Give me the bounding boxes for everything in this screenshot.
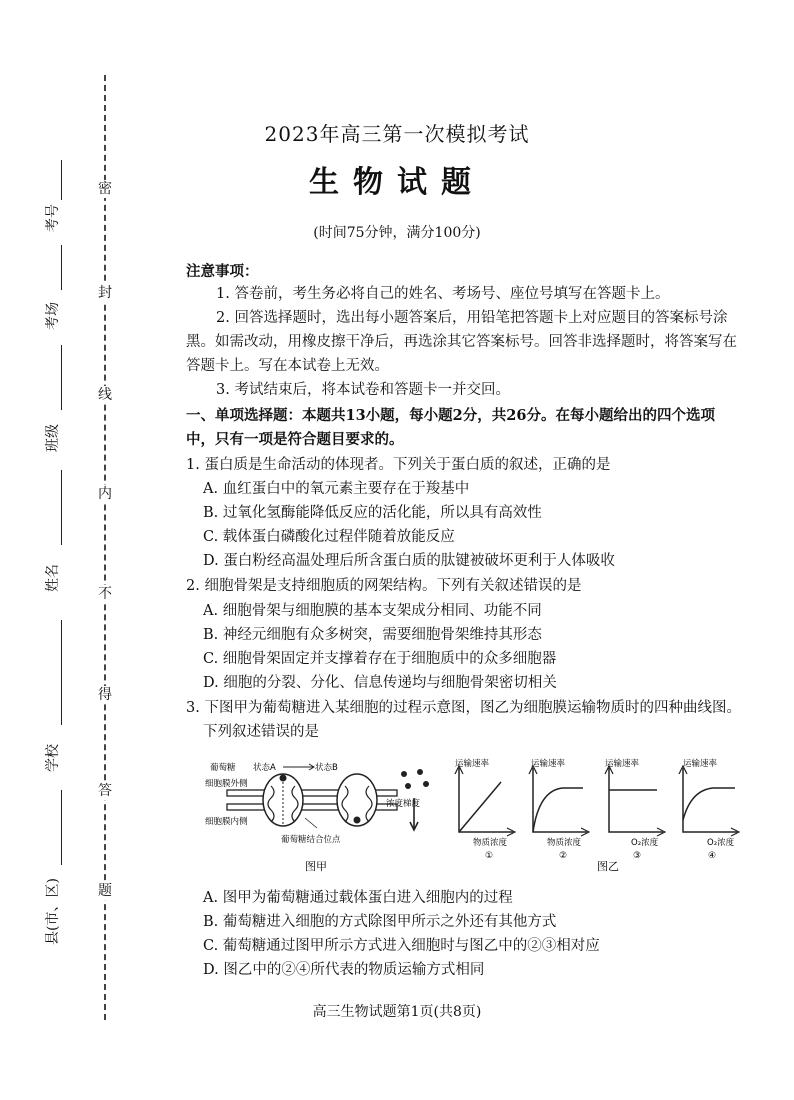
seal-char: 密 — [98, 181, 112, 197]
chart-2 — [529, 758, 589, 861]
question-stem: 3. 下图甲为葡萄糖进入某细胞的过程示意图，图乙为细胞膜运输物质时的四种曲线图。 — [186, 700, 741, 716]
seal-char: 不 — [98, 586, 112, 602]
section-heading: 中，只有一项是符合题目要求的。 — [186, 431, 404, 448]
question-option: C. 细胞骨架固定并支撑着存在于细胞质中的众多细胞器 — [203, 651, 557, 667]
chart-ylabel: 运输速率 — [455, 759, 490, 769]
question-stem: 下列叙述错误的是 — [203, 724, 319, 740]
notice-line: 黑。如需改动，用橡皮擦干净后，再选涂其它答案标号。回答非选择题时，将答案写在 — [186, 334, 737, 350]
field-line — [61, 245, 62, 290]
chart-ylabel: 运输速率 — [683, 759, 718, 769]
question-option: D. 图乙中的②④所代表的物质运输方式相同 — [203, 962, 485, 978]
subject-title: 生物试题 — [309, 165, 485, 200]
field-label: 县(市、区) — [45, 878, 61, 945]
field-line — [61, 345, 62, 410]
transporter-protein-b — [337, 774, 377, 826]
question-option: A. 图甲为葡萄糖通过载体蛋白进入细胞内的过程 — [203, 890, 513, 906]
label-inside: 细胞膜内侧 — [205, 817, 248, 827]
notice-heading: 注意事项： — [186, 263, 259, 280]
field-line — [61, 790, 62, 865]
seal-char: 线 — [98, 387, 112, 403]
seal-char: 封 — [98, 285, 112, 301]
chart-ylabel: 运输速率 — [531, 759, 566, 769]
chart-xlabel: 物质浓度 — [473, 838, 508, 848]
notice-line: 1. 答卷前，考生务必将自己的姓名、考场号、座位号填写在答题卡上。 — [216, 286, 670, 302]
chart-ylabel: 运输速率 — [605, 759, 640, 769]
notice-line: 2. 回答选择题时，选出每小题答案后，用铅笔把答题卡上对应题目的答案标号涂 — [216, 310, 728, 326]
chart-number: ④ — [708, 851, 717, 861]
chart-number: ③ — [633, 851, 642, 861]
question-option: D. 细胞的分裂、分化、信息传递均与细胞骨架密切相关 — [203, 675, 557, 691]
field-label: 姓名 — [45, 564, 61, 592]
figure-a — [205, 758, 440, 878]
page-footer: 高三生物试题第1页(共8页) — [312, 1004, 482, 1020]
field-label: 学校 — [45, 744, 61, 772]
transporter-protein-a — [263, 774, 303, 826]
label-outside: 细胞膜外侧 — [205, 779, 248, 789]
notice-line: 3. 考试结束后，将本试卷和答题卡一并交回。 — [216, 382, 510, 398]
label-glucose: 葡萄糖 — [210, 763, 236, 773]
question-option: C. 葡萄糖通过图甲所示方式进入细胞时与图乙中的②③相对应 — [203, 938, 600, 954]
question-stem: 2. 细胞骨架是支持细胞质的网架结构。下列有关叙述错误的是 — [186, 578, 582, 594]
question-option: B. 葡萄糖进入细胞的方式除图甲所示之外还有其他方式 — [203, 914, 557, 930]
figure-b — [445, 756, 765, 878]
question-option: A. 细胞骨架与细胞膜的基本支架成分相同、功能不同 — [203, 603, 542, 619]
chart-xlabel: O₂浓度 — [631, 838, 659, 848]
question-option: B. 过氧化氢酶能降低反应的活化能，所以具有高效性 — [203, 505, 542, 521]
question-stem: 1. 蛋白质是生命活动的体现者。下列关于蛋白质的叙述，正确的是 — [186, 457, 611, 473]
chart-number: ② — [559, 851, 568, 861]
seal-char: 答 — [98, 783, 112, 799]
notice-line: 答题卡上。写在本试卷上无效。 — [186, 358, 389, 374]
chart-xlabel: O₂浓度 — [707, 838, 735, 848]
question-option: D. 蛋白粉经高温处理后所含蛋白质的肽键被破坏更利于人体吸收 — [203, 553, 615, 569]
chart-number: ① — [485, 851, 494, 861]
field-line — [61, 470, 62, 545]
chart-4 — [679, 758, 739, 861]
seal-char: 内 — [98, 486, 112, 502]
label-state-a: 状态A — [253, 763, 276, 773]
chart-1 — [455, 758, 515, 861]
section-heading: 一、单项选择题：本题共13小题，每小题2分，共26分。在每小题给出的四个选项 — [186, 407, 715, 424]
question-option: B. 神经元细胞有众多树突，需要细胞骨架维持其形态 — [203, 627, 542, 643]
label-gradient: 浓度梯度 — [386, 799, 421, 809]
time-info: (时间75分钟，满分100分) — [313, 225, 481, 241]
figure-b-caption: 图乙 — [597, 860, 619, 873]
field-line — [61, 620, 62, 725]
chart-xlabel: 物质浓度 — [547, 838, 582, 848]
seal-dashed-line — [104, 75, 106, 1020]
label-state-b: 状态B — [315, 763, 338, 773]
figure-a-caption: 图甲 — [305, 860, 327, 873]
question-option: C. 载体蛋白磷酸化过程伴随着放能反应 — [203, 529, 455, 545]
seal-char: 题 — [98, 883, 112, 899]
label-binding-site: 葡萄糖结合位点 — [281, 835, 341, 845]
exam-title: 2023年高三第一次模拟考试 — [264, 122, 530, 146]
field-label: 班级 — [45, 424, 61, 452]
chart-3 — [605, 758, 665, 861]
question-option: A. 血红蛋白中的氧元素主要存在于羧基中 — [203, 481, 470, 497]
field-label: 考号 — [45, 204, 61, 232]
seal-char: 得 — [98, 687, 112, 703]
field-label: 考场 — [45, 302, 61, 330]
